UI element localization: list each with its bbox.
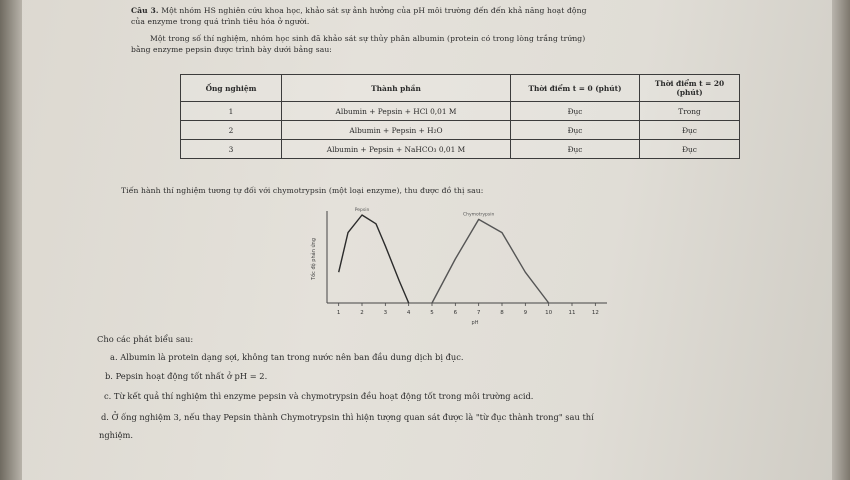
x-tick-label: 11 xyxy=(568,310,576,316)
intro-line-4: bằng enzyme pepsin được trình bày dưới bảng sau: xyxy=(131,45,332,54)
table-cell: 1 xyxy=(181,102,282,121)
table-header: Thời điểm t = 20 (phút) xyxy=(640,75,740,102)
table-row xyxy=(181,140,740,159)
table-cell: Albumin + Pepsin + H₂O xyxy=(282,121,511,140)
series-label: Chymotrypsin xyxy=(462,212,495,218)
x-tick-label: 6 xyxy=(453,310,458,316)
table-cell: Đục xyxy=(511,102,640,121)
table-header: Ống nghiệm xyxy=(181,75,282,102)
table-header: Thành phần xyxy=(282,75,511,102)
x-tick-label: 7 xyxy=(476,310,481,316)
page-right-shadow xyxy=(832,0,850,480)
table-cell: Đục xyxy=(640,121,740,140)
statement-d: d. Ở ống nghiệm 3, nếu thay Pepsin thành Chymotrypsin thì hiện tượng quan sát được là "từ đục thành trong" sau thí xyxy=(101,412,594,422)
table-row xyxy=(181,102,740,121)
x-tick-label: 9 xyxy=(523,310,528,316)
y-axis-label: Tốc độ phản ứng xyxy=(311,238,317,280)
series-line-chymotrypsin xyxy=(432,219,549,303)
table-cell: Đục xyxy=(511,140,640,159)
x-tick-label: 10 xyxy=(545,310,553,316)
table-cell: Đục xyxy=(511,121,640,140)
intro-line-1: Một nhóm HS nghiên cứu khoa học, khảo sát sự ảnh hưởng của pH môi trường đến đến khả năng hoạt động xyxy=(161,6,587,15)
series-label: Pepsin xyxy=(354,208,370,213)
x-tick-label: 3 xyxy=(383,310,388,316)
table-cell: Albumin + Pepsin + HCl 0,01 M xyxy=(282,102,511,121)
intro-line-3: Một trong số thí nghiệm, nhóm học sinh đã khảo sát sự thủy phân albumin (protein có trong lòng trắng trứng) xyxy=(150,34,586,43)
table-header-row xyxy=(181,75,740,102)
x-tick-label: 4 xyxy=(406,310,411,316)
statement-c: c. Từ kết quả thí nghiệm thì enzyme pepsin và chymotrypsin đều hoạt động tốt trong môi trường acid. xyxy=(104,391,534,401)
page-left-shadow xyxy=(0,0,22,480)
x-tick-label: 2 xyxy=(360,310,364,316)
x-tick-label: 1 xyxy=(336,310,341,316)
experiment-table xyxy=(180,74,740,159)
table-cell: Albumin + Pepsin + NaHCO₃ 0,01 M xyxy=(282,140,511,159)
table-cell: Trong xyxy=(640,102,740,121)
table-row xyxy=(181,121,740,140)
table-cell: 3 xyxy=(181,140,282,159)
intro-line-2: của enzyme trong quá trình tiêu hóa ở người. xyxy=(131,17,310,26)
statement-d-continued: nghiệm. xyxy=(99,430,134,440)
ph-activity-chart xyxy=(285,203,615,328)
question-label: Câu 3. xyxy=(131,6,159,15)
statements-intro: Cho các phát biểu sau: xyxy=(97,334,194,344)
after-table-text: Tiến hành thí nghiệm tương tự đối với chymotrypsin (một loại enzyme), thu được đồ thị sau: xyxy=(121,186,484,195)
x-axis-label: pH xyxy=(471,320,479,326)
x-tick-label: 5 xyxy=(430,310,434,316)
x-tick-label: 12 xyxy=(591,310,599,316)
statement-b: b. Pepsin hoạt động tốt nhất ở pH = 2. xyxy=(105,371,268,381)
table-cell: Đục xyxy=(640,140,740,159)
table-cell: 2 xyxy=(181,121,282,140)
statement-a: a. Albumin là protein dạng sợi, không tan trong nước nên ban đầu dung dịch bị đục. xyxy=(110,352,464,362)
question-line-1 xyxy=(131,6,587,15)
table-header: Thời điểm t = 0 (phút) xyxy=(511,75,640,102)
x-tick-label: 8 xyxy=(500,310,504,316)
series-line-pepsin xyxy=(339,215,409,303)
